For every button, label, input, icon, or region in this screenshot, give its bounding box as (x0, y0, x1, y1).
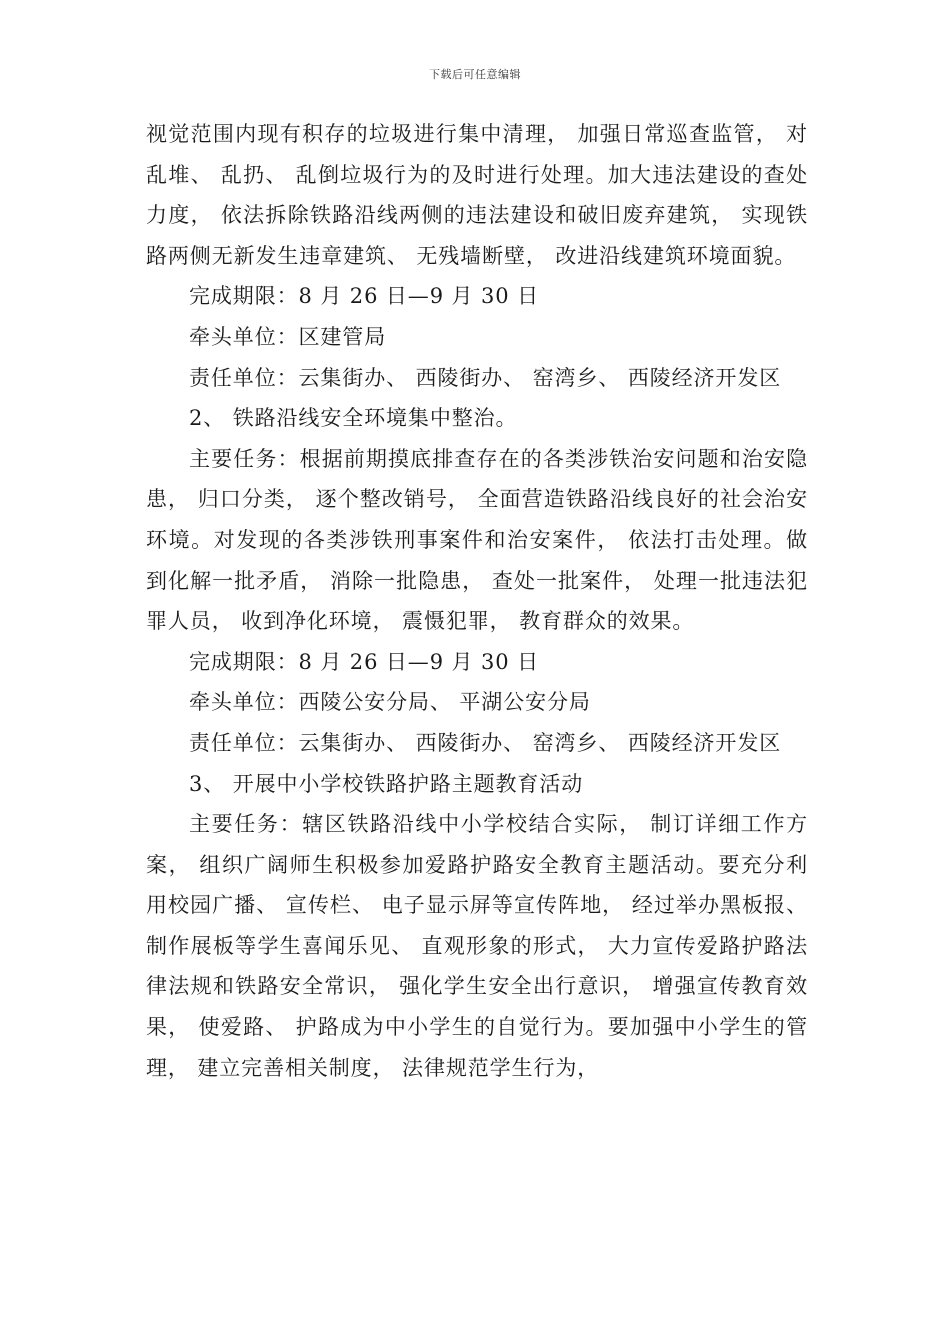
page-header-note: 下载后可任意编辑 (429, 68, 521, 81)
paragraph-lead-unit-2: 牵头单位：西陵公安分局、 平湖公安分局 (189, 690, 591, 715)
document-body (146, 114, 808, 1088)
paragraph-responsible-units-1: 责任单位：云集街办、 西陵街办、 窑湾乡、 西陵经济开发区 (189, 365, 782, 390)
paragraph-main-task-2: 主要任务：根据前期摸底排查存在的各类涉铁治安问题和治安隐患， 归口分类， 逐个整改销号， 全面营造铁路沿线良好的社会治安环境。对发现的各类涉铁刑事案件和治安案件， 依法打击处理。做到化解一批矛盾， 消除一批隐患， 查处一批案件， 处理一批违法犯罪人员， 收到净化环境， 震慑犯罪， 教育群众的效果。 (146, 446, 808, 634)
section-heading-2: 2、 铁路沿线安全环境集中整治。 (189, 406, 518, 431)
paragraph-main-task-3: 主要任务：辖区铁路沿线中小学校结合实际， 制订详细工作方案， 组织广阔师生积极参加爱路护路安全教育主题活动。要充分利用校园广播、 宣传栏、 电子显示屏等宣传阵地， 经过举办黑板报、 制作展板等学生喜闻乐见、 直观形象的形式， 大力宣传爱路护路法律法规和铁路安全常识， 强化学生安全出行意识， 增强宣传教育效果， 使爱路、 护路成为中小学生的自觉行为。要加强中小学生的管理， 建立完善相关制度， 法律规范学生行为， (146, 812, 808, 1080)
paragraph-deadline-1: 完成期限：8 月 26 日—9 月 30 日 (189, 284, 540, 309)
paragraph-lead-unit-1: 牵头单位：区建管局 (189, 324, 387, 349)
paragraph-env-cleanup: 视觉范围内现有积存的垃圾进行集中清理， 加强日常巡查监管， 对乱堆、 乱扔、 乱倒垃圾行为的及时进行处理。加大违法建设的查处力度， 依法拆除铁路沿线两侧的违法建设和破旧废弃建筑， 实现铁路两侧无新发生违章建筑、 无残墙断壁， 改进沿线建筑环境面貌。 (146, 122, 808, 268)
paragraph-responsible-units-2: 责任单位：云集街办、 西陵街办、 窑湾乡、 西陵经济开发区 (189, 730, 782, 755)
section-heading-3: 3、 开展中小学校铁路护路主题教育活动 (189, 771, 584, 796)
paragraph-deadline-2: 完成期限：8 月 26 日—9 月 30 日 (189, 649, 540, 674)
